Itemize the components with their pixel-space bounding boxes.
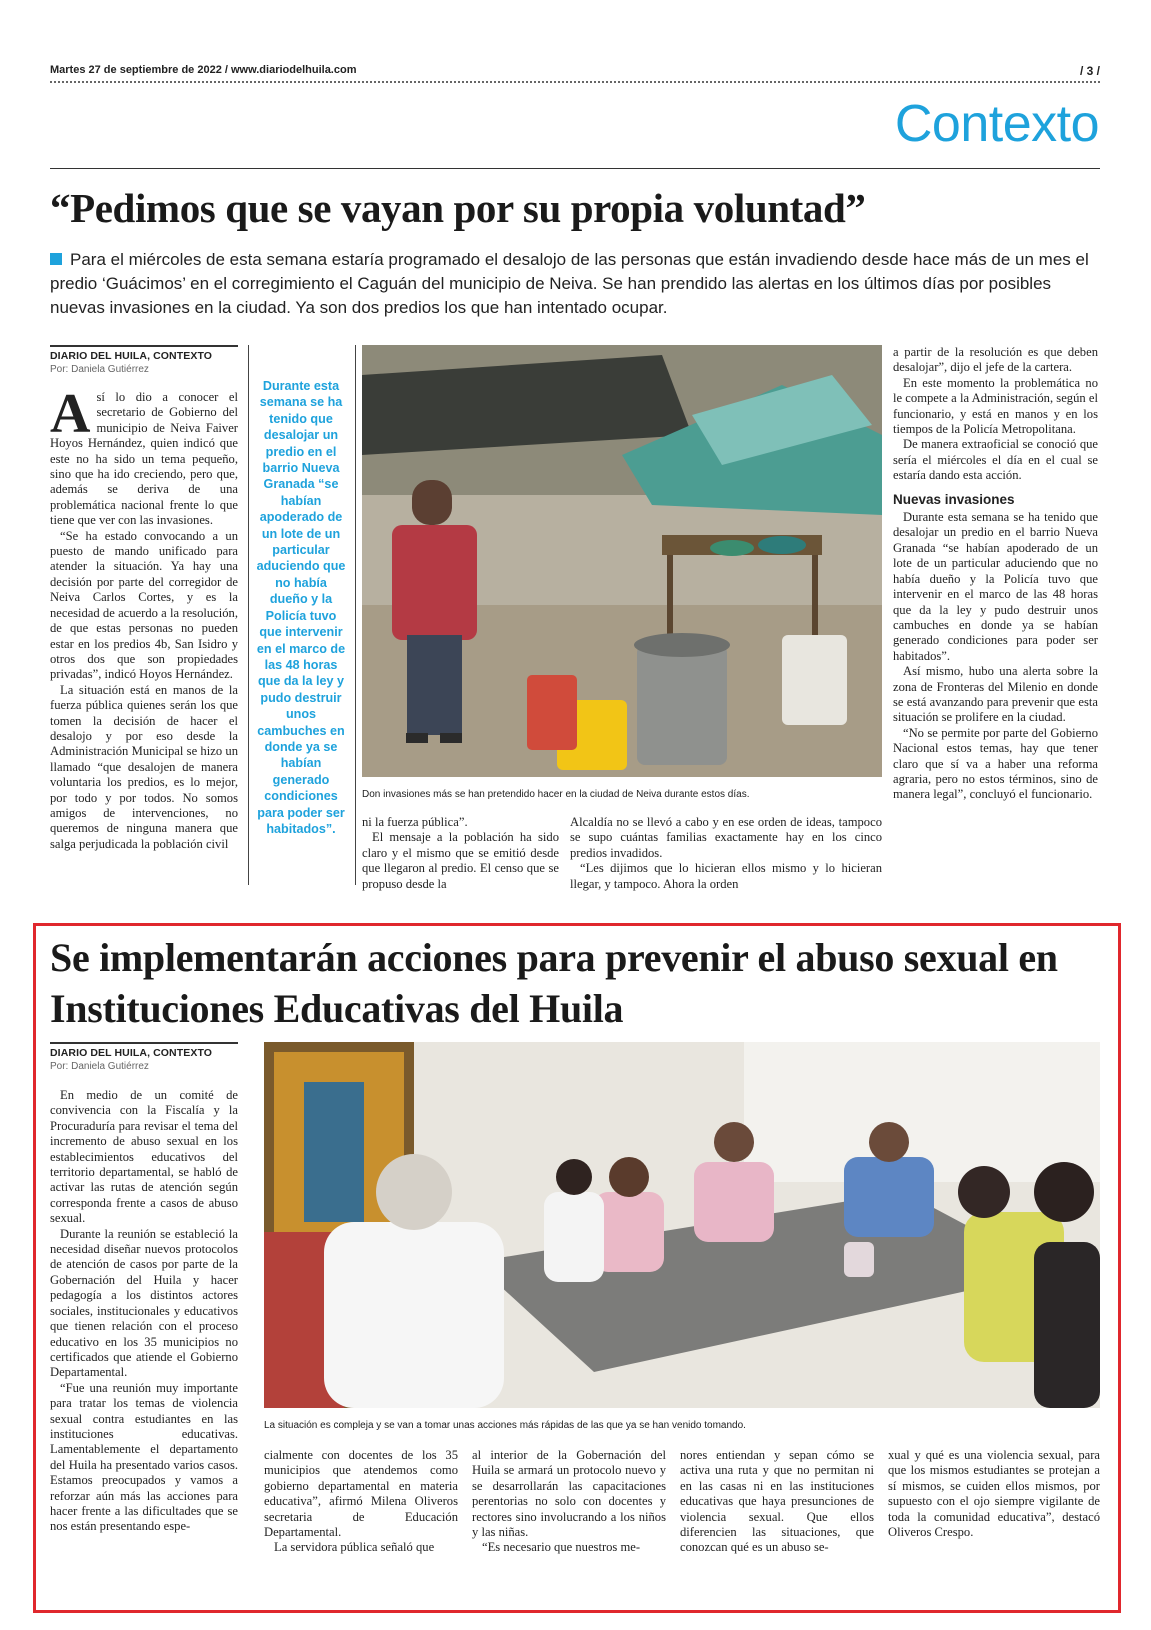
article1-p3: La situación está en manos de la fuerza pública quienes serán los que tomen la decisión de hacer el desalojo y por eso desde la Administración Municipal se hizo un llamado “que desalojen de manera voluntaria los predios, es lo mejor, por todo y por todos. No somos amigos de intervenciones, no queremos de ninguna manera que salga perjudicada la población civil <box>50 682 238 851</box>
article1-col4 <box>893 345 1098 803</box>
article1-r4: Durante esta semana se ha tenido que desalojar un predio en el barrio Nueva Granada “se habían apoderado de un lote de un particular aduciendo que no había dueño y la Policía tuvo que intervenir en el marco de las 48 horas que da la ley y pudo destruir unos cambuches en donde ya se habían generado condiciones para poder ser habitados”. <box>893 510 1098 663</box>
article1-lead <box>50 248 1100 320</box>
article1-col1 <box>50 383 238 852</box>
article2-col5 <box>888 1448 1100 1540</box>
article1-r6: “No se permite por parte del Gobierno Nacional estos temas, hay que tener claro que sí va a haber una reforma agraria, pero no estos términos, sino de manera legal”, concluyó el funcionario. <box>893 725 1098 802</box>
article2-byline <box>50 1042 238 1072</box>
section-title: Contexto <box>894 95 1099 153</box>
article2-p1: En medio de un comité de convivencia con la Fiscalía y la Procuraduría para revisar el tema del incremento de abuso sexual en los establecimientos educativos del territorio departamental, se habló de activar las rutas de atención según corresponda frente a casos de abuso sexual. <box>50 1088 238 1226</box>
article1-p1: sí lo dio a conocer el secretario de Gobierno del municipio de Neiva Faiver Hoyos Hernández, quien indicó que este no ha sido un tema pequeño, sino que ha ido creciendo, pero que, además se deriva de una problemática nacional frente lo que tiene que ver con las invasiones. <box>50 390 238 528</box>
article1-headline: “Pedimos que se vayan por su propia voluntad” <box>50 185 866 231</box>
article2-b2b: “Es necesario que nuestros me- <box>482 1540 641 1555</box>
square-bullet-icon <box>50 253 62 265</box>
article2-b4: xual y qué es una violencia sexual, para que los mismos estudiantes se protejan a sí mismos, se cuiden ellos mismos, por supuesto con el ojo siempre vigilante de toda la comunidad educativa”, destacó Oliveros Crespo. <box>888 1448 1100 1540</box>
article1-c2: ni la fuerza pública”. <box>362 815 468 829</box>
article1-lead-text: Para el miércoles de esta semana estaría programado el desalojo de las personas que están invadiendo desde hace más de un mes el predio ‘Guácimos’ en el corregimiento el Caguán del municipio de Neiva. Se han prendido las alertas en los últimos días por posibles nuevas invasiones en la ciudad. Ya son dos predios los que han intentado ocupar. <box>50 250 1089 317</box>
article2-b2: al interior de la Gobernación del Huila se armará un protocolo nuevo y se desarrollarán las capacitaciones perentorias no solo con docentes y rectores sino involucrando a los niños y las niñas. <box>472 1448 666 1540</box>
article2-col1 <box>50 1088 238 1535</box>
article1-r5: Así mismo, hubo una alerta sobre la zona de Fronteras del Milenio en donde se está avanzando para prevenir que esta situación se prolifere en la ciudad. <box>893 664 1098 725</box>
column-rule <box>248 345 249 885</box>
article1-col2 <box>362 815 559 892</box>
subhead-nuevas-invasiones: Nuevas invasiones <box>893 491 1015 507</box>
article1-r1: a partir de la resolución es que deben desalojar”, dijo el jefe de la cartera. <box>893 345 1098 375</box>
photo1-caption: Don invasiones más se han pretendido hacer en la ciudad de Neiva durante estos días. <box>362 789 750 800</box>
article2-col4 <box>680 1448 874 1556</box>
invasion-camp-photo <box>362 345 882 777</box>
article1-byline <box>50 345 238 375</box>
article2-col3 <box>472 1448 666 1556</box>
article1-c3b: “Les dijimos que lo hicieran ellos mismo y lo hicieran llegar, y tampoco. Ahora la orden <box>570 861 882 891</box>
article2-p2: Durante la reunión se estableció la necesidad diseñar nuevos protocolos de atención de casos por parte de la Gobernación del Huila y hacer pedagogía a los distintos actores sociales, institucionales y educativos que tienen relación con el proceso educativo en los 35 municipios no certificados que atiende el Gobierno Departamental. <box>50 1226 238 1380</box>
pull-quote: Durante esta semana se ha tenido que desalojar un predio en el barrio Nueva Granada “se habían apoderado de un lote de un particular aduciendo que no había dueño y la Policía tuvo que intervenir en el marco de las 48 horas que da la ley y pudo destruir unos cambuches en donde ya se habían generado condiciones para poder ser habitados”. <box>256 379 346 836</box>
section-rule <box>50 168 1100 169</box>
article1-c3: Alcaldía no se llevó a cabo y en ese orden de ideas, tampoco se supo cuántas familias exactamente hay en los cinco predios invadidos. <box>570 815 882 860</box>
article2-headline: Se implementarán acciones para prevenir el abuso sexual en Instituciones Educativas del Huila <box>50 935 1058 1031</box>
article2-b1: cialmente con docentes de los 35 municipios que atendemos como gobierno departamental en materia educativa”, afirmó Milena Oliveros secretaria de Educación Departamental. <box>264 1448 458 1540</box>
meeting-photo <box>264 1042 1100 1408</box>
article2-source: DIARIO DEL HUILA, CONTEXTO <box>50 1042 238 1059</box>
photo2-caption: La situación es compleja y se van a tomar unas acciones más rápidas de las que ya se han venido tomando. <box>264 1420 746 1431</box>
header-rule <box>50 81 1100 83</box>
page-header <box>50 64 1100 80</box>
camp-photo-illustration <box>362 345 882 777</box>
article1-r3: De manera extraoficial se conoció que sería el miércoles el día en el cual se estaría dando esta acción. <box>893 437 1098 483</box>
article1-c2b: El mensaje a la población ha sido claro y el mismo que se emitió desde que llegaron al predio. El censo que se propuso desde la <box>362 830 559 891</box>
meeting-photo-illustration <box>264 1042 1100 1408</box>
article2-b3: nores entiendan y sepan cómo se activa una ruta y que no permitan ni en las casas ni en las instituciones educativas que haya presunciones de violencia sexual. Que ellos diferencien las situaciones, que conozcan qué es un abuso se- <box>680 1448 874 1555</box>
article1-author: Por: Daniela Gutiérrez <box>50 364 149 375</box>
article2-p3: “Fue una reunión muy importante para tratar los temas de violencia sexual contra estudiantes en las instituciones educativas. Lamentablemente el departamento del Huila ha presentado varios casos. Estamos preocupados y vamos a reforzar aún más las acciones para hacer frente a las dificultades que se nos están presentando espe- <box>50 1380 238 1534</box>
article1-source: DIARIO DEL HUILA, CONTEXTO <box>50 345 238 362</box>
page-number: / 3 / <box>1079 64 1100 78</box>
dropcap: A <box>50 383 91 445</box>
article2-b1b: La servidora pública señaló que <box>274 1540 435 1555</box>
article1-p1-wrap <box>50 383 238 529</box>
article1-r2: En este momento la problemática no le compete a la Administración, según el funcionario, y está en manos y en los tiempos de la Policía Metropolitana. <box>893 375 1098 437</box>
date-site: Martes 27 de septiembre de 2022 / www.diariodelhuila.com <box>50 64 357 76</box>
article2-author: Por: Daniela Gutiérrez <box>50 1061 149 1072</box>
article2-col2 <box>264 1448 458 1556</box>
article1-col3 <box>570 815 882 892</box>
article1-p2: “Se ha estado convocando a un puesto de mando unificado para atender la situación. Ya hay una decisión por parte del corregidor de Neiva Carlos Cortes, y es la necesidad de acuerdo a la resolución, de que estas personas no pueden estar en los predios 4b, San Isidro y otros dos que son propiedades privadas”, indicó Hoyos Hernández. <box>50 528 238 682</box>
column-rule <box>355 345 356 885</box>
